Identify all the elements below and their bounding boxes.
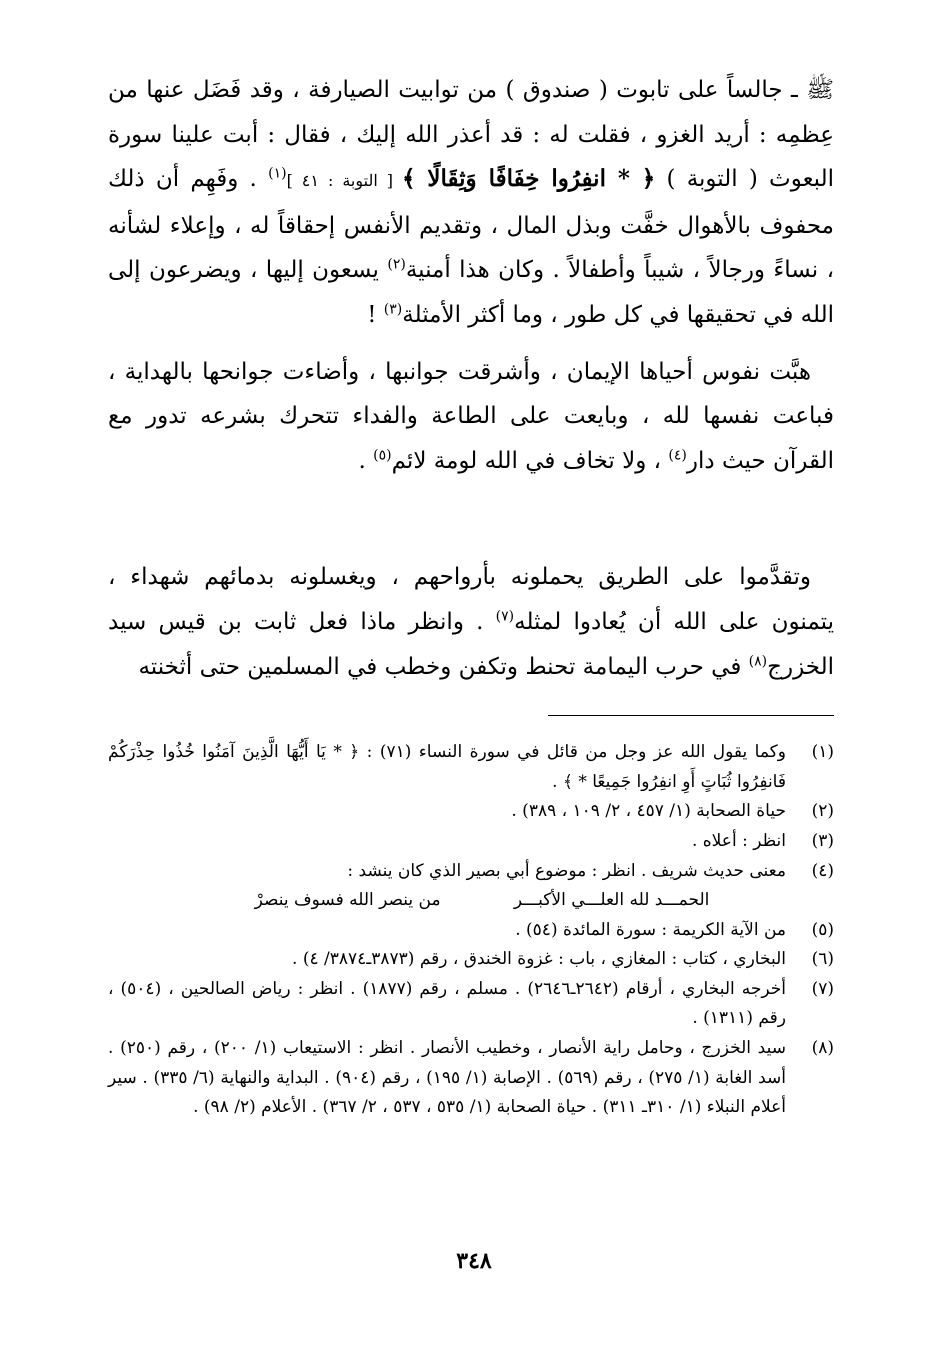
paragraph-2 [108,350,834,484]
p1-text-1: ﷺ ـ جالساً على تابوت ( صندوق ) من توابيت الصيارفة ، وقد فَضَل عنها من عِظمِه : أريد الغزو ، فقلت له : قد أعذر الله إليك ، فقال : أبت علينا سورة البعوث ( التوبة ) [108,77,835,193]
footnote-2 [108,797,834,827]
footnote-ref-3[interactable]: (٣) [383,301,403,318]
p3-text-2: . وانظر ماذا فعل ثابت بن قيس سيد الخزرج [108,608,834,680]
footnote-number: (٢) [811,801,834,822]
footnote-text: انظر : أعلاه . [691,830,786,851]
footnote-poem-hemistich-2: من ينصر الله فسوف ينصرْ [254,890,441,911]
footnote-poem-hemistich-1: الحمـــد لله العلـــي الأكبـــر [513,890,710,911]
main-text [108,68,834,689]
paragraph-3 [108,555,834,689]
footnote-text: البخاري ، كتاب : المغازي ، باب : غزوة الخندق ، رقم (٣٨٧٣ـ٣٨٧٤/ ٤) . [292,949,786,970]
p1-text-3: يسعون إليها ، ويضرعون إلى الله في تحقيقها في كل طور ، وما أكثر الأمثلة [108,257,834,328]
p2-text-1: هبَّت نفوس أحياها الإيمان ، وأشرقت جوانبها ، وأضاءت جوانحها بالهداية ، فباعت نفسها لله ، وبايعت على الطاعة والفداء تتحرك بشرعه تدور مع القرآن حيث دار [108,358,834,474]
footnote-text: سيد الخزرج ، وحامل راية الأنصار ، وخطيب الأنصار . انظر : الاستيعاب (١/ ٢٠٠) ، رقم (٢٥٠) . أسد الغابة (١/ ٢٧٥) ، رقم (٥٦٩) . الإصابة (١/ ١٩٥) ، رقم (٩٠٤) . البداية والنهاية (٦/ ٣٣٥) . سير أعلام النبلاء (١/ ٣١٠ـ ٣١١) . حياة الصحابة (١/ ٥٣٥ ، ٥٣٧ ، ٢/ ٣٦٧) . الأعلام (٢/ ٩٨) . [108,1038,786,1118]
page-content [108,68,834,1123]
footnote-text: معنى حديث شريف . انظر : موضوع أبي بصير الذي كان ينشد : [347,860,786,881]
footnote-text: حياة الصحابة (١/ ٤٥٧ ، ٢/ ١٠٩ ، ٣٨٩) . [511,801,786,822]
footnote-number: (١) [811,742,834,763]
p3-text-3: في حرب اليمامة تحنط وتكفن وخطب في المسلمين حتى أثخنته [138,653,749,680]
footnote-text: من الآية الكريمة : سورة المائدة (٥٤) . [515,919,786,940]
footnote-ref-7[interactable]: (٧) [495,608,515,625]
footnote-text: وكما يقول الله عز وجل من قائل في سورة النساء (٧١) : ﴿ * يَا أَيُّهَا الَّذِينَ آمَنُوا خُذُوا حِذْرَكُمْ فَانفِرُوا ثُبَاتٍ أَوِ انفِرُوا جَمِيعًا * ﴾ . [108,742,786,792]
footnote-number: (٦) [811,949,834,970]
footnotes [108,738,834,1123]
footnote-number: (٣) [811,830,834,851]
footnote-text-block [108,857,786,916]
footnote-text: أخرجه البخاري ، أرقام (٢٦٤٢ـ٢٦٤٦) . مسلم ، رقم (١٨٧٧) . انظر : رياض الصالحين ، (٥٠٤) ، رقم (١٣١١) . [108,978,787,1029]
p1-text-2: . وفَهِم أن ذلك محفوف بالأهوال خفَّت وبذل المال ، وتقديم الأنفس إحقاقاً له ، وإعلاء لشأنه ، نساءً ورجالاً ، شيباً وأطفالاً . وكان هذا أمنية [108,166,834,284]
footnote-6 [108,945,834,975]
footnote-8 [108,1034,834,1123]
verse-citation: [ التوبة : ٤١ ] [286,171,403,191]
paragraph-1 [108,68,834,338]
p3-text-1: وتقدَّموا على الطريق يحملونه بأرواحهم ، ويغسلونه بدمائهم شهداء ، يتمنون على الله أن يُعادوا لمثله [108,564,834,635]
footnote-7 [108,975,834,1034]
footnote-ref-2[interactable]: (٢) [387,256,406,273]
footnote-4 [108,857,834,916]
quran-verse: ﴿ * انفِرُوا خِفَافًا وَثِقَالًا ﴾ [402,165,656,193]
footnote-5 [108,916,834,946]
footnote-separator [548,715,834,716]
footnote-ref-4[interactable]: (٤) [668,447,687,464]
page-number: ٣٤٨ [456,1248,492,1274]
poem-verse [108,495,834,539]
footnote-3 [108,827,834,857]
footnote-ref-1[interactable]: (١) [268,165,287,182]
footnote-number: (٤) [811,860,834,881]
p2-text-2: ، ولا تخاف في الله لومة لائم [391,447,669,474]
footnote-ref-5[interactable]: (٥) [373,447,392,464]
footnote-number: (٥) [811,919,834,940]
footnote-poem [108,886,786,916]
footnote-number: (٨) [811,1038,834,1059]
p1-text-4: ! [367,301,384,328]
footnote-ref-8[interactable]: (٨) [748,652,768,669]
p2-text-3: . [358,447,374,474]
footnote-1 [108,738,834,797]
footnote-number: (٧) [811,978,834,999]
